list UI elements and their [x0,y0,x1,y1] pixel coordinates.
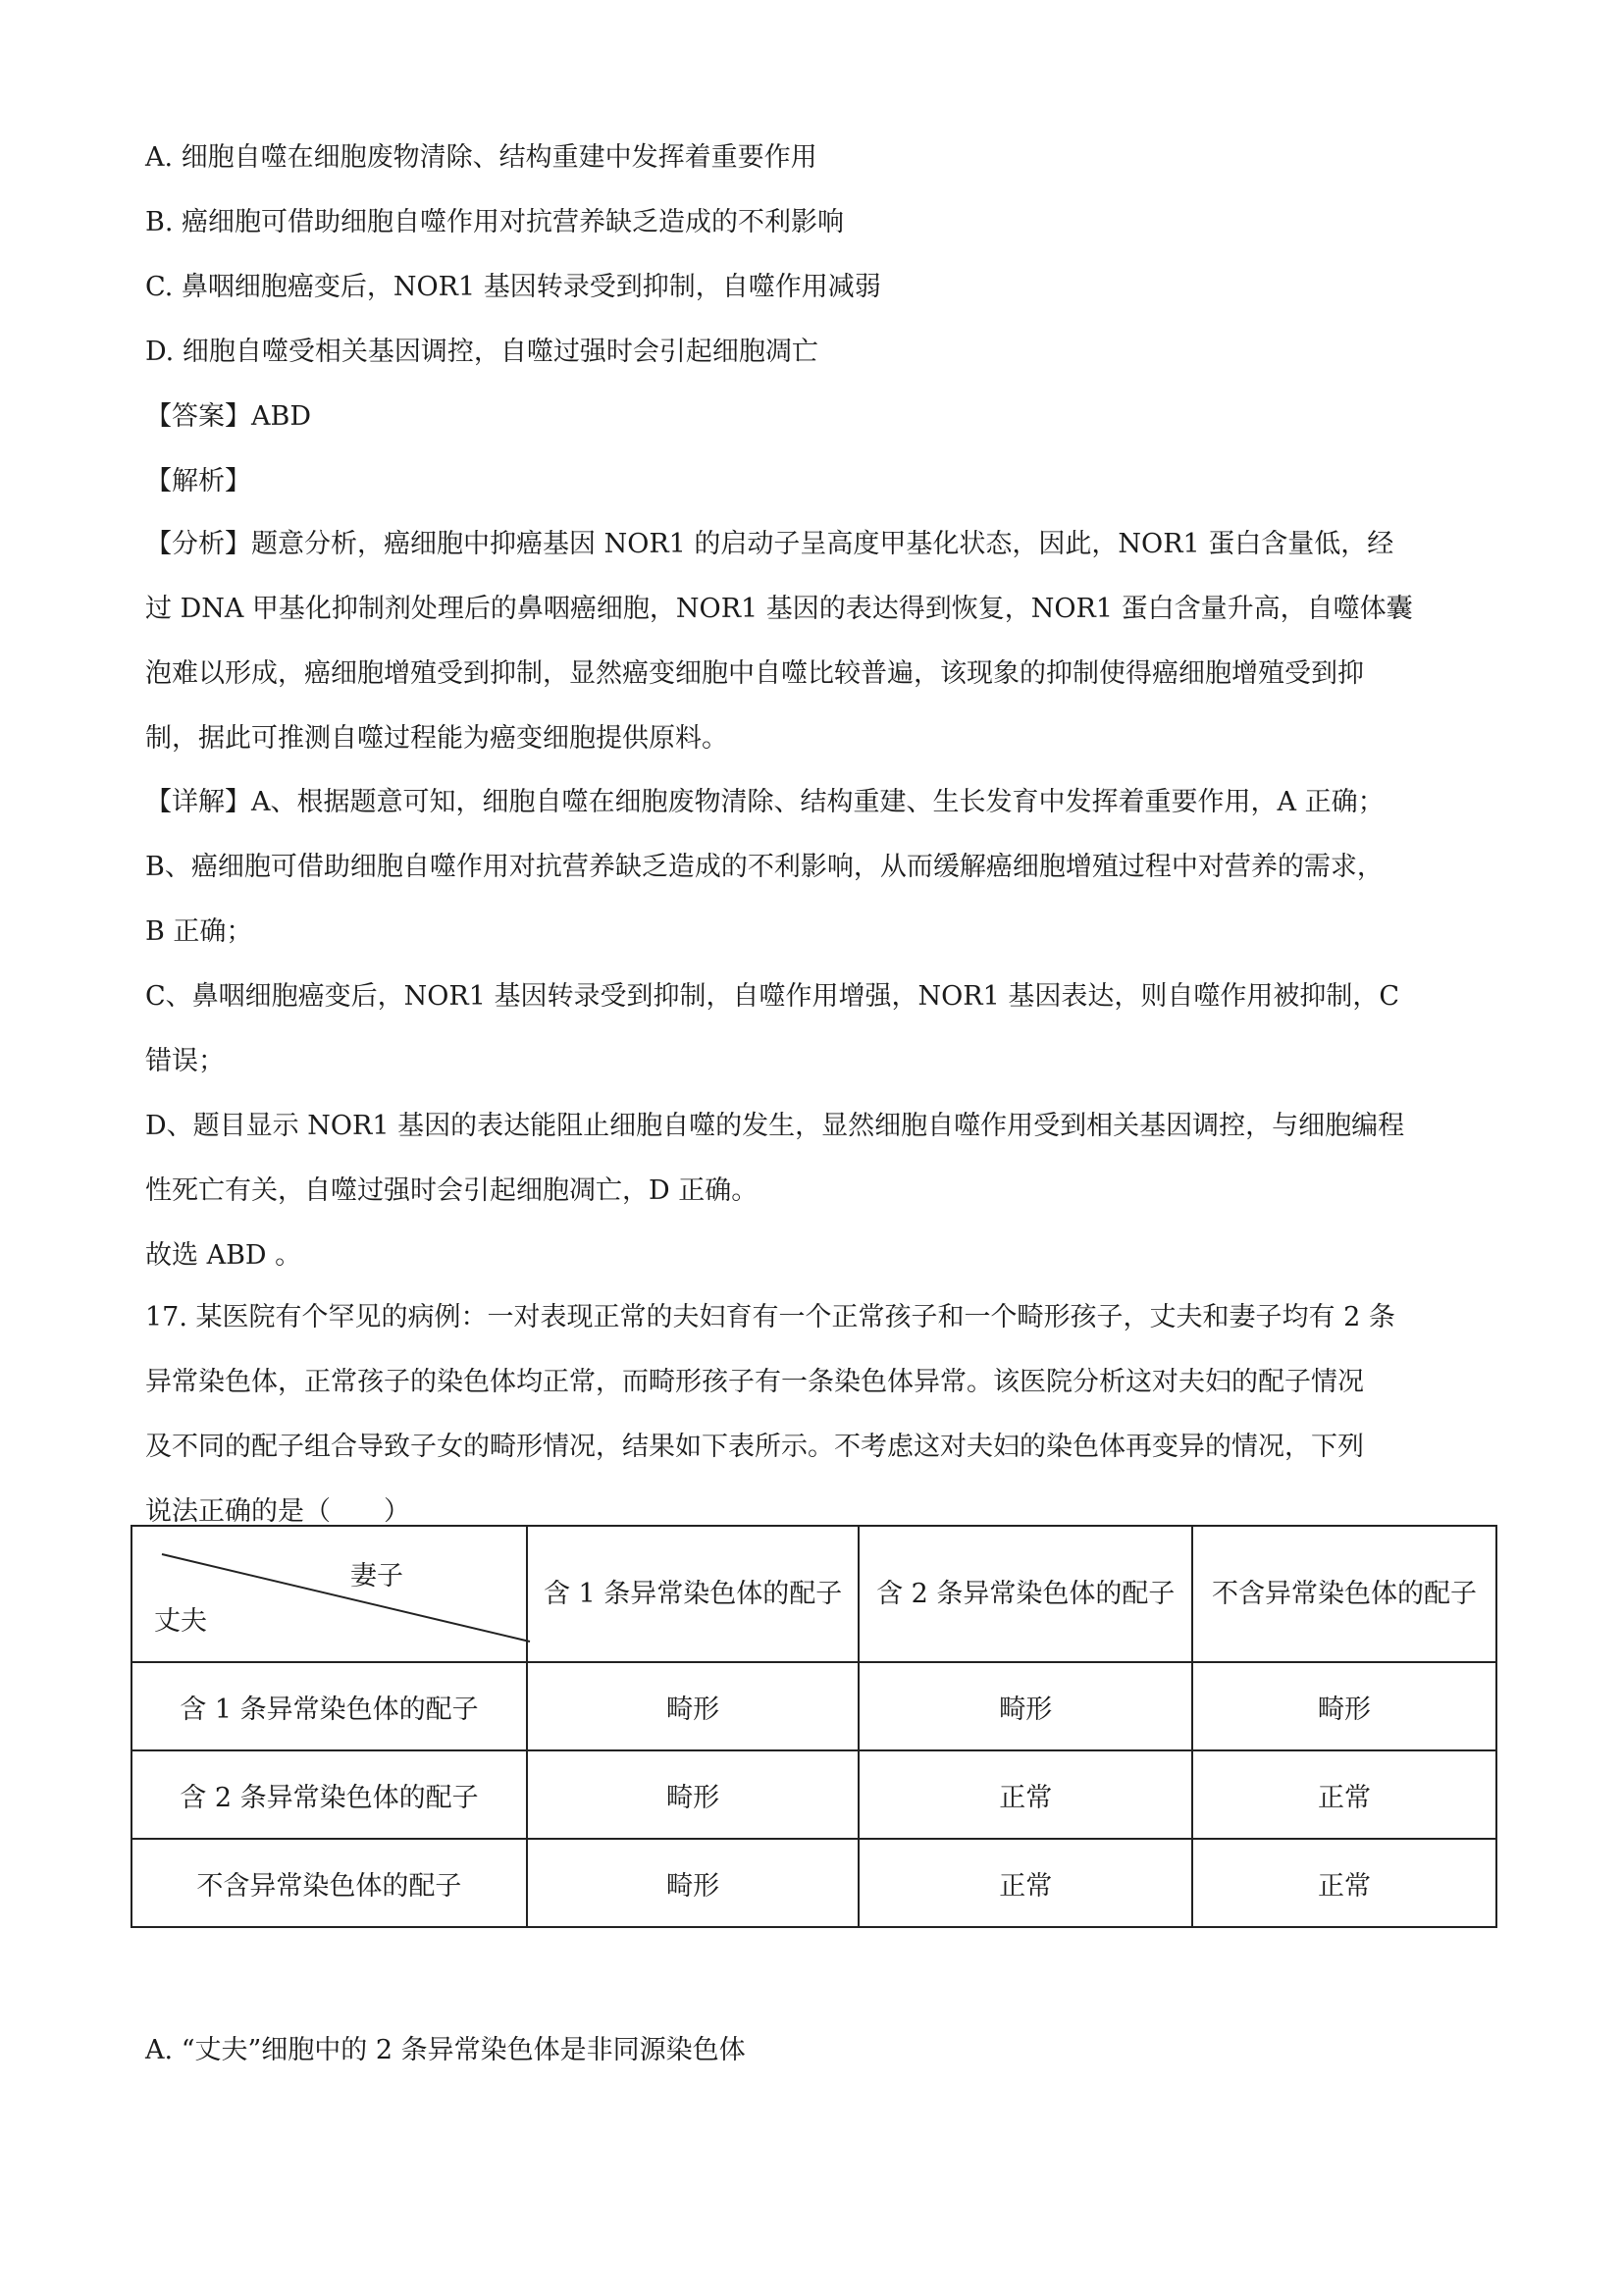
detail-line: B 正确； [145,916,253,947]
q17-option-a [145,2028,746,2066]
column-header: 含 1 条异常染色体的配子 [527,1526,860,1662]
answer-label: 【答案】 [145,401,251,432]
option-d [145,330,818,368]
corner-label-wife: 妻子 [350,1561,403,1592]
table-cell: 正常 [1192,1750,1496,1839]
option-letter: C. [145,272,174,302]
option-letter: A. [145,142,174,173]
table-row [131,1750,1496,1839]
table-corner-cell [131,1526,527,1662]
analysis-line: 【分析】题意分析，癌细胞中抑癌基因 NOR1 的启动子呈高度甲基化状态，因此，NOR1 蛋白含量低，经 [145,529,1394,559]
diagonal-line [132,1527,543,1661]
table-row [131,1662,1496,1750]
table-cell: 畸形 [1192,1662,1496,1750]
answer-value: ABD [251,401,311,432]
detail-line: 错误； [145,1046,225,1076]
corner-label-husband: 丈夫 [154,1606,207,1637]
question-line: 异常染色体，正常孩子的染色体均正常，而畸形孩子有一条染色体异常。该医院分析这对夫妇的配子情况 [145,1367,1364,1397]
detail-line: B、癌细胞可借助细胞自噬作用对抗营养缺乏造成的不利影响，从而缓解癌细胞增殖过程中对营养的需求， [145,852,1384,882]
option-a [145,135,817,174]
option-b [145,200,844,238]
table-cell: 畸形 [527,1839,860,1927]
analysis-heading: 【解析】 [145,466,251,496]
row-header: 含 1 条异常染色体的配子 [131,1662,527,1750]
row-header: 不含异常染色体的配子 [131,1839,527,1927]
option-text: 细胞自噬在细胞废物清除、结构重建中发挥着重要作用 [181,142,817,173]
table-cell: 畸形 [859,1662,1192,1750]
question-line: 说法正确的是（ ） [145,1496,410,1527]
detail-line: D、题目显示 NOR1 基因的表达能阻止细胞自噬的发生，显然细胞自噬作用受到相关基因调控，与细胞编程 [145,1111,1405,1141]
table-row [131,1839,1496,1927]
detail-label: 【详解】 [145,787,251,817]
detail-line: 【详解】A、根据题意可知，细胞自噬在细胞废物清除、结构重建、生长发育中发挥着重要作用，A 正确； [145,787,1385,817]
detail-line: C、鼻咽细胞癌变后，NOR1 基因转录受到抑制，自噬作用增强，NOR1 基因表达，则自噬作用被抑制，C [145,981,1400,1012]
table-cell: 正常 [1192,1839,1496,1927]
table-cell: 畸形 [527,1662,860,1750]
analysis-line: 过 DNA 甲基化抑制剂处理后的鼻咽癌细胞，NOR1 基因的表达得到恢复，NOR1 蛋白含量升高，自噬体囊 [145,594,1413,624]
table-cell: 畸形 [527,1750,860,1839]
option-letter: D. [145,337,175,367]
analysis-line: 制，据此可推测自噬过程能为癌变细胞提供原料。 [145,723,728,754]
question-line: 及不同的配子组合导致子女的畸形情况，结果如下表所示。不考虑这对夫妇的染色体再变异的情况，下列 [145,1432,1364,1462]
gamete-table [131,1525,1497,1928]
column-header: 不含异常染色体的配子 [1192,1526,1496,1662]
detail-line: 故选 ABD 。 [145,1240,302,1271]
option-text: “丈夫”细胞中的 2 条异常染色体是非同源染色体 [181,2035,746,2065]
option-letter: B. [145,207,174,237]
table-cell: 正常 [859,1839,1192,1927]
analysis-paragraph [145,512,1480,771]
table-cell: 正常 [859,1750,1192,1839]
detail-paragraph [145,770,1480,1288]
question-17-stem [145,1285,1480,1544]
option-c [145,265,881,303]
column-header: 含 2 条异常染色体的配子 [859,1526,1192,1662]
analysis-line: 泡难以形成，癌细胞增殖受到抑制，显然癌变细胞中自噬比较普遍，该现象的抑制使得癌细胞增殖受到抑 [145,658,1364,689]
option-letter: A. [145,2035,174,2065]
question-line: 17. 某医院有个罕见的病例：一对表现正常的夫妇育有一个正常孩子和一个畸形孩子，丈夫和妻子均有 2 条 [145,1302,1395,1332]
analysis-label: 【分析】 [145,529,251,559]
answer-line [145,394,311,433]
option-text: 鼻咽细胞癌变后，NOR1 基因转录受到抑制，自噬作用减弱 [181,272,881,302]
detail-line: 性死亡有关，自噬过强时会引起细胞凋亡，D 正确。 [145,1175,759,1206]
option-text: 癌细胞可借助细胞自噬作用对抗营养缺乏造成的不利影响 [182,207,845,237]
option-text: 细胞自噬受相关基因调控，自噬过强时会引起细胞凋亡 [182,337,818,367]
table-header-row [131,1526,1496,1662]
row-header: 含 2 条异常染色体的配子 [131,1750,527,1839]
